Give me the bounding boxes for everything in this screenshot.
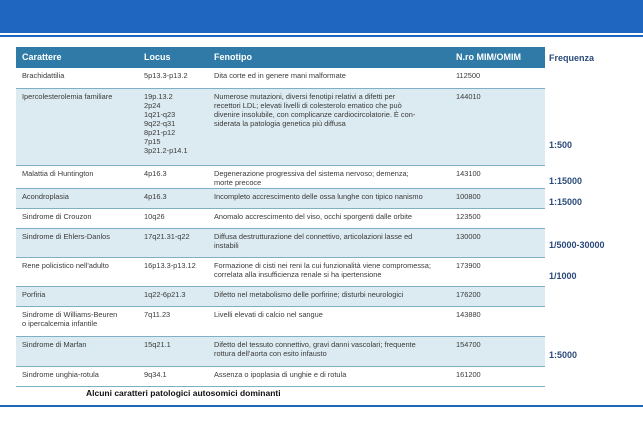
table-row xyxy=(16,166,545,189)
cell-carattere-line: Sindrome di Crouzon xyxy=(22,212,92,221)
cell-fenotipo-line: Numerose mutazioni, diversi fenotipi relativi a difetti per xyxy=(214,92,396,101)
cell-locus-line: 10q26 xyxy=(144,212,165,221)
cell-locus-line: 4p16.3 xyxy=(144,169,167,178)
cell-locus-line: 19p.13.2 xyxy=(144,92,173,101)
table-header xyxy=(16,47,545,68)
cell-fenotipo-line: siderata la patologia genetica più diffusa xyxy=(214,119,346,128)
table-row xyxy=(16,367,545,387)
cell-locus-line: 4p16.3 xyxy=(144,192,167,201)
frequency-label: 1:5000 xyxy=(549,350,578,360)
cell-carattere xyxy=(22,340,140,349)
cell-carattere-line: Sindrome di Williams-Beuren xyxy=(22,310,118,319)
table-row xyxy=(16,258,545,287)
cell-carattere xyxy=(22,71,140,80)
cell-locus xyxy=(144,71,214,80)
cell-locus-line: 1q21-q23 xyxy=(144,110,176,119)
cell-fenotipo xyxy=(214,261,442,279)
cell-fenotipo-line: Difetto nel metabolismo delle porfirine; disturbi neurologici xyxy=(214,290,404,299)
cell-locus-line: 15q21.1 xyxy=(144,340,171,349)
cell-fenotipo xyxy=(214,192,442,201)
cell-carattere-line: Sindrome di Ehlers-Danlos xyxy=(22,232,110,241)
cell-carattere xyxy=(22,192,140,201)
cell-fenotipo-line: Degenerazione progressiva del sistema nervoso; demenza; xyxy=(214,169,409,178)
cell-fenotipo-line: Assenza o ipoplasia di unghie e di rotula xyxy=(214,370,347,379)
cell-carattere-line: o ipercalcemia infantile xyxy=(22,319,98,328)
cell-locus xyxy=(144,232,214,241)
cell-fenotipo-line: instabili xyxy=(214,241,239,250)
cell-mim: 161200 xyxy=(456,370,481,379)
cell-locus-line: 2p24 xyxy=(144,101,161,110)
cell-locus xyxy=(144,192,214,201)
cell-fenotipo xyxy=(214,169,442,187)
cell-fenotipo-line: Formazione di cisti nei reni la cui funzionalità viene compromessa; xyxy=(214,261,431,270)
cell-fenotipo-line: correlata alla insufficienza renale si ha ipertensione xyxy=(214,270,382,279)
header-locus: Locus xyxy=(144,52,171,62)
cell-carattere-line: Rene policistico nell'adulto xyxy=(22,261,109,270)
cell-locus xyxy=(144,169,214,178)
cell-locus-line: 1q22-6p21.3 xyxy=(144,290,186,299)
table-row xyxy=(16,68,545,89)
cell-carattere-line: Sindrome di Marfan xyxy=(22,340,87,349)
data-table xyxy=(16,47,545,387)
cell-mim: 130000 xyxy=(456,232,481,241)
cell-locus-line: 17q21.31-q22 xyxy=(144,232,190,241)
cell-fenotipo xyxy=(214,310,442,319)
cell-locus-line: 9q34.1 xyxy=(144,370,167,379)
cell-fenotipo-line: morte precoce xyxy=(214,178,262,187)
cell-fenotipo-line: rottura dell'aorta con esito infausto xyxy=(214,349,327,358)
table-row xyxy=(16,229,545,258)
cell-fenotipo-line: Dita corte ed in genere mani malformate xyxy=(214,71,346,80)
cell-fenotipo-line: Incompleto accrescimento delle ossa lunghe con tipico nanismo xyxy=(214,192,423,201)
cell-carattere-line: Brachidattilia xyxy=(22,71,65,80)
frequency-label: 1:15000 xyxy=(549,197,583,207)
cell-locus-line: 3p21.2-p14.1 xyxy=(144,146,188,155)
cell-fenotipo xyxy=(214,92,442,128)
cell-carattere xyxy=(22,169,140,178)
frequency-label: 1/1000 xyxy=(549,271,577,281)
cell-fenotipo-line: Diffusa destrutturazione del connettivo, articolazioni lasse ed xyxy=(214,232,413,241)
cell-carattere xyxy=(22,261,140,270)
cell-fenotipo xyxy=(214,290,442,299)
cell-carattere xyxy=(22,310,140,328)
cell-locus-line: 7p15 xyxy=(144,137,161,146)
table-row xyxy=(16,89,545,166)
header-carattere: Carattere xyxy=(22,52,62,62)
frequency-label: 1:15000 xyxy=(549,176,583,186)
cell-mim: 173900 xyxy=(456,261,481,270)
table-body xyxy=(16,68,545,387)
cell-locus xyxy=(144,340,214,349)
cell-mim: 143880 xyxy=(456,310,481,319)
cell-carattere-line: Malattia di Huntington xyxy=(22,169,94,178)
cell-locus-line: 7q11.23 xyxy=(144,310,171,319)
cell-mim: 112500 xyxy=(456,71,481,80)
cell-fenotipo xyxy=(214,212,442,221)
table-row xyxy=(16,337,545,367)
cell-mim: 176200 xyxy=(456,290,481,299)
cell-fenotipo xyxy=(214,232,442,250)
cell-locus xyxy=(144,92,214,155)
table-row xyxy=(16,307,545,337)
cell-carattere xyxy=(22,212,140,221)
cell-locus xyxy=(144,370,214,379)
title-underline xyxy=(0,35,643,37)
header-mim: N.ro MIM/OMIM xyxy=(456,52,521,62)
cell-locus xyxy=(144,290,214,299)
title-bar xyxy=(0,0,643,33)
cell-fenotipo-line: divenire insolubile, con complicanze cardiocircolatorie. È con- xyxy=(214,110,416,119)
cell-locus xyxy=(144,212,214,221)
frequency-label: 1/5000-30000 xyxy=(549,240,605,250)
cell-fenotipo xyxy=(214,370,442,379)
frequency-label: 1:500 xyxy=(549,140,573,150)
cell-fenotipo xyxy=(214,340,442,358)
cell-locus-line: 16p13.3-p13.12 xyxy=(144,261,196,270)
cell-locus-line: 9q22-q31 xyxy=(144,119,176,128)
cell-mim: 123500 xyxy=(456,212,481,221)
table-row xyxy=(16,209,545,229)
cell-carattere-line: Acondroplasia xyxy=(22,192,69,201)
cell-carattere xyxy=(22,370,140,379)
cell-carattere xyxy=(22,232,140,241)
cell-fenotipo xyxy=(214,71,442,80)
cell-fenotipo-line: Anomalo accrescimento del viso, occhi sporgenti dalle orbite xyxy=(214,212,413,221)
cell-fenotipo-line: recettori LDL; elevati livelli di colesterolo ematico che può xyxy=(214,101,402,110)
table-caption: Alcuni caratteri patologici autosomici dominanti xyxy=(86,388,281,398)
cell-mim: 143100 xyxy=(456,169,481,178)
cell-mim: 154700 xyxy=(456,340,481,349)
cell-carattere-line: Porfiria xyxy=(22,290,46,299)
header-fenotipo: Fenotipo xyxy=(214,52,252,62)
cell-carattere-line: Ipercolesterolemia familiare xyxy=(22,92,113,101)
cell-carattere xyxy=(22,290,140,299)
cell-carattere xyxy=(22,92,140,101)
cell-locus-line: 5p13.3-p13.2 xyxy=(144,71,188,80)
cell-locus-line: 8p21-p12 xyxy=(144,128,176,137)
cell-locus xyxy=(144,261,214,270)
table-row xyxy=(16,189,545,209)
cell-locus xyxy=(144,310,214,319)
footer-line xyxy=(0,405,643,407)
cell-fenotipo-line: Difetto del tessuto connettivo, gravi danni vascolari; frequente xyxy=(214,340,416,349)
cell-mim: 144010 xyxy=(456,92,481,101)
cell-mim: 100800 xyxy=(456,192,481,201)
cell-carattere-line: Sindrome unghia-rotula xyxy=(22,370,99,379)
header-frequenza: Frequenza xyxy=(549,53,595,63)
table-row xyxy=(16,287,545,307)
cell-fenotipo-line: Livelli elevati di calcio nel sangue xyxy=(214,310,323,319)
